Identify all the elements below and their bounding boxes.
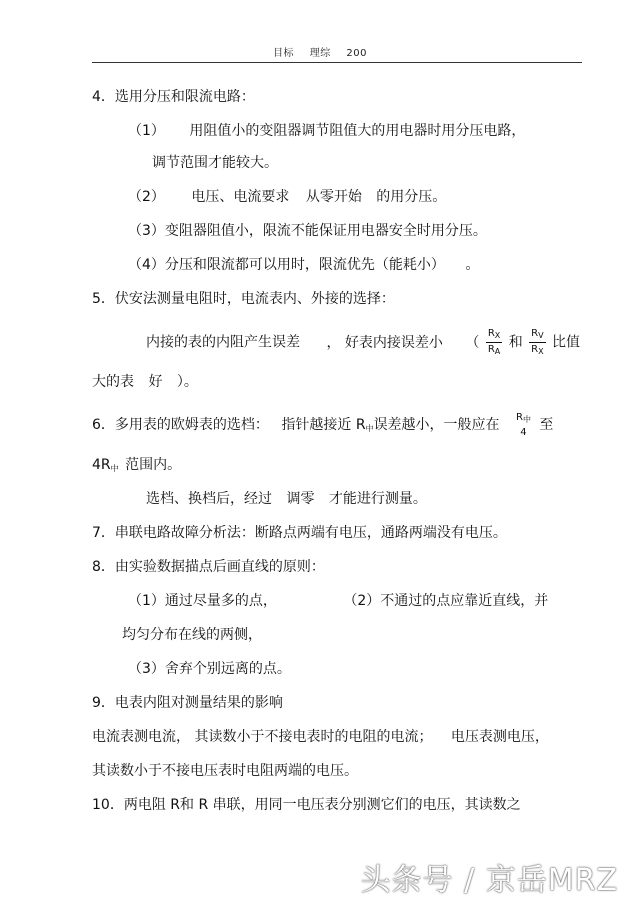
- text-span: 范围内。: [125, 457, 182, 473]
- point-number: （1）: [128, 123, 165, 139]
- text-span: 和: [508, 334, 523, 351]
- frac-den-sub: A: [494, 347, 501, 356]
- fraction-rv-rx: [529, 327, 545, 358]
- item-8-point-3: （3）舍弃个别远离的点。: [128, 661, 291, 677]
- text-span: 调零: [286, 491, 315, 507]
- item-4-point-1: [128, 121, 525, 141]
- text-span: 大的表: [92, 374, 134, 390]
- text-span: 至: [539, 417, 554, 433]
- point-text: 。: [465, 257, 480, 273]
- item-6-body-2: [146, 489, 427, 509]
- item-7: 7．串联电路故障分析法：断路点两端有电压，通路两端没有电压。: [92, 525, 507, 541]
- subscript: 中: [110, 464, 119, 473]
- text-span: 好: [148, 374, 163, 390]
- item-4-point-4: [128, 255, 479, 275]
- text-span: 误差越小，一般应在: [373, 417, 500, 433]
- text-span: ， 好表内接误差小: [326, 334, 443, 351]
- frac-den: R: [487, 344, 495, 355]
- text-span: （2）不通过的点应靠近直线，并: [343, 593, 549, 609]
- text-span: 选档、换档后，经过: [146, 491, 272, 507]
- watermark: 头条号 / 京岳MRZ: [360, 863, 618, 898]
- frac-den: R: [531, 344, 539, 355]
- frac-num: R: [516, 412, 523, 423]
- text-span: 电流表测电流， 其读数小于不接电表时的电阻的电流；: [92, 729, 433, 745]
- item-10-heading: 10．两电阻 R和 R 串联，用同一电压表分别测它们的电压，其读数之: [92, 797, 521, 813]
- item-9-body: [92, 727, 549, 747]
- text-span: 比值: [552, 334, 581, 351]
- frac-num: R: [531, 328, 539, 339]
- frac-num: R: [487, 328, 495, 339]
- point-number: （2）: [128, 189, 165, 205]
- item-5-body: [146, 327, 580, 358]
- fraction-r-over-4: [514, 411, 533, 439]
- text-span: 内接的表的内阻产生误差: [146, 334, 300, 351]
- point-text: 电压、电流要求: [191, 189, 290, 205]
- header-divider: [92, 62, 582, 63]
- page-header: [0, 44, 640, 59]
- text-span: 指针越接近 R: [281, 417, 366, 433]
- point-text: （4）分压和限流都可以用时，限流优先（能耗小）: [128, 257, 445, 273]
- frac-den-sub: X: [538, 347, 544, 356]
- item-8-heading: 8．由实验数据描点后画直线的原则：: [92, 559, 325, 575]
- point-text: 的用分压。: [376, 189, 447, 205]
- text-span: （1）通过尽量多的点，: [128, 593, 277, 609]
- frac-num-sub: V: [538, 331, 544, 340]
- text-span: 才能进行测量。: [328, 491, 427, 507]
- text-span: 电压表测电压，: [450, 729, 549, 745]
- item-6-body: [92, 455, 181, 479]
- header-subject: 理综: [309, 48, 331, 59]
- item-4-heading: 4．选用分压和限流电路：: [92, 89, 255, 105]
- frac-num-sub: X: [494, 331, 501, 340]
- fraction-rx-ra: [486, 327, 502, 358]
- item-9-heading: 9．电表内阻对测量结果的影响: [92, 695, 283, 711]
- header-number: 200: [346, 48, 367, 59]
- item-9-body-cont: 其读数小于不接电压表时电阻两端的电压。: [92, 763, 358, 779]
- point-text: 从零开始: [305, 189, 362, 205]
- frac-den: 4: [520, 427, 527, 438]
- text-span: （: [465, 334, 480, 351]
- item-4-point-3: （3）变阻器阻值小，限流不能保证用电器安全时用分压。: [128, 223, 487, 239]
- item-6-heading: [92, 411, 553, 439]
- text-span: ）。: [176, 374, 198, 390]
- item-5-heading: 5．伏安法测量电阻时，电流表内、外接的选择：: [92, 291, 395, 307]
- subscript: 中: [365, 424, 374, 433]
- point-text: 用阻值小的变阻器调节阻值大的用电器时用分压电路，: [189, 123, 526, 139]
- item-8-point-1: [128, 591, 548, 611]
- item-5-body-cont: [92, 372, 198, 392]
- item-4-point-2: [128, 187, 446, 207]
- frac-num-sub: 中: [522, 415, 531, 424]
- text-span: 6．多用表的欧姆表的选档：: [92, 417, 269, 433]
- text-span: 4R: [92, 457, 111, 473]
- item-8-point-2-cont: 均匀分布在线的两侧，: [122, 627, 262, 643]
- header-target: 目标: [273, 48, 295, 59]
- item-4-point-1-cont: 调节范围才能较大。: [152, 155, 278, 171]
